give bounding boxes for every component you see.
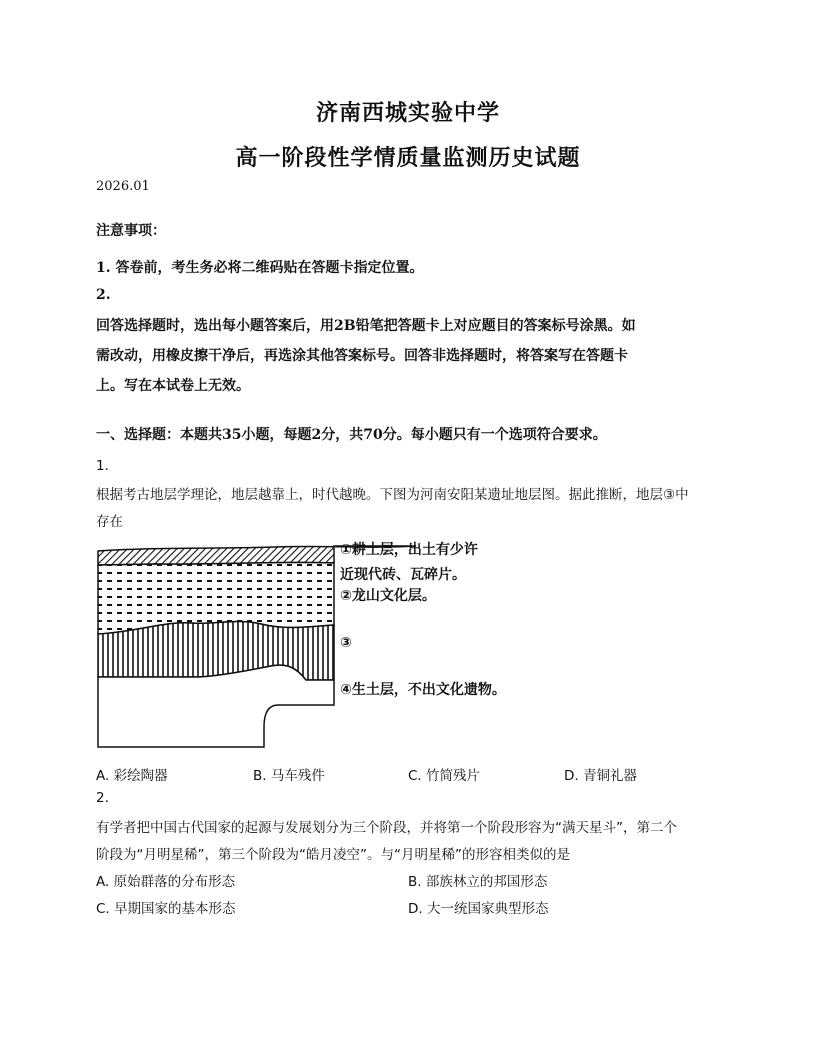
layer-2-label: ②龙山文化层。 [340, 588, 436, 604]
q1-option-b: B. 马车残件 [253, 768, 325, 784]
section-1-heading: 一、选择题：本题共35小题，每题2分，共70分。每小题只有一个选项符合要求。 [96, 427, 607, 443]
school-name: 济南西城实验中学 [315, 100, 500, 126]
q2-option-a: A. 原始群落的分布形态 [96, 874, 236, 890]
q2-option-b: B. 部族林立的邦国形态 [408, 874, 548, 890]
q2-option-d: D. 大一统国家典型形态 [408, 901, 549, 917]
stratigraphy-figure [96, 537, 536, 757]
q1-stem-line-1: 根据考古地层学理论，地层越靠上，时代越晚。下图为河南安阳某遗址地层图。据此推断，地层③中 [96, 487, 689, 503]
layer-1-label-line-1: ①耕土层，出土有少许 [340, 542, 478, 558]
notice-item-2-line-2: 需改动，用橡皮擦干净后，再选涂其他答案标号。回答非选择题时，将答案写在答题卡 [96, 348, 628, 364]
q1-stem-line-2: 存在 [96, 514, 123, 530]
notice-item-1: 1. 答卷前，考生务必将二维码贴在答题卡指定位置。 [96, 260, 424, 276]
notice-heading: 注意事项： [96, 223, 166, 239]
layer-4-label: ④生土层，不出文化遗物。 [340, 682, 506, 698]
exam-title: 高一阶段性学情质量监测历史试题 [235, 145, 581, 171]
notice-item-2-number: 2. [96, 287, 111, 303]
q1-option-a: A. 彩绘陶器 [96, 768, 168, 784]
notice-item-2-line-1: 回答选择题时，选出每小题答案后，用2B铅笔把答题卡上对应题目的答案标号涂黑。如 [96, 318, 636, 334]
notice-item-2-line-3: 上。写在本试卷上无效。 [96, 378, 250, 394]
q1-number: 1. [96, 458, 109, 474]
q2-stem-line-1: 有学者把中国古代国家的起源与发展划分为三个阶段，并将第一个阶段形容为“满天星斗”，第二个 [96, 820, 677, 836]
q2-option-c: C. 早期国家的基本形态 [96, 901, 236, 917]
layer-4-shape [98, 665, 334, 747]
layer-1-label-line-2: 近现代砖、瓦碎片。 [340, 567, 466, 583]
exam-date: 2026.01 [96, 179, 150, 194]
q1-option-c: C. 竹简残片 [408, 768, 481, 784]
q2-number: 2. [96, 790, 109, 806]
q1-option-d: D. 青铜礼器 [564, 768, 637, 784]
layer-3-label: ③ [340, 635, 352, 651]
q2-stem-line-2: 阶段为“月明星稀”，第三个阶段为“皓月凌空”。与“月明星稀”的形容相类似的是 [96, 847, 570, 863]
